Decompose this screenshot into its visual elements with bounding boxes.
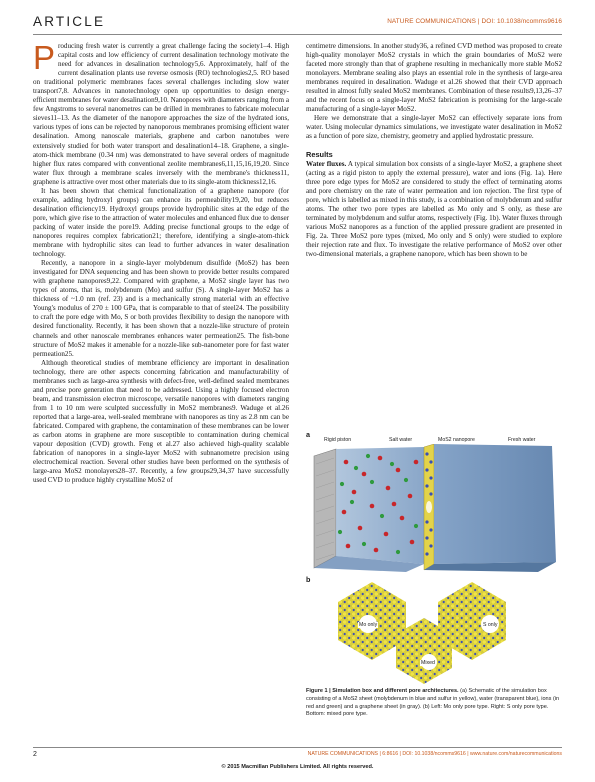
fresh-water-region xyxy=(424,444,556,572)
caption-text: (a) Schematic of the simulation box consisting of a MoS2 sheet (molybdenum in blue and sulfur in yellow), water (transparent blue), ions (in red and green) and a graphene sheet (in gray). (b) Left: Mo only pore type. Right: S only pore type. Bottom: mixed pore type. xyxy=(306,688,560,718)
results-heading: Results xyxy=(306,149,333,159)
simulation-box-image xyxy=(306,444,562,574)
mos2-membrane xyxy=(424,444,434,570)
footer-citation[interactable]: NATURE COMMUNICATIONS | 6:8616 | DOI: 10.1038/ncomms9616 | www.nature.com/naturecommunications xyxy=(307,751,562,757)
pore-architectures-image xyxy=(338,576,538,694)
left-column xyxy=(33,39,289,485)
panel-a-label: a xyxy=(306,430,310,439)
figure-1 xyxy=(306,430,562,692)
water-fluxes-text: A typical simulation box consists of a single-layer MoS2, a graphene sheet (acting as a rigid piston to apply the external pressure), water and ions (Fig. 1a). Here three pore edge types for MoS2 are considered to study the effect of terminating atoms and pore chemistry on the rate of water permeation and ion rejection. The first type of pore, which is labelled as mixed in this study, is a combination of molybdenum and sulfur atoms. The other two pore types are labelled as Mo only and S only, as these are terminated by molybdenum and sulfur atoms, respectively (Fig. 1b). Water fluxes through various MoS2 nanopores as a function of the applied pressure gradient are presented in Fig. 2a. Three MoS2 pore types (mixed, Mo only and S only) were studied to explore their rejection rate and flux. To investigate the relative performance of MoS2 over other two-dimensional materials, a graphene nanopore, which has been shown to be xyxy=(306,159,562,259)
header-rule xyxy=(33,34,562,35)
right-paragraph-2: Here we demonstrate that a single-layer MoS2 can effectively separate ions from water. Using molecular dynamics simulations, we investigate water desalination in MoS2 as a function of pore size, chemistry, geometry and applied hydrostatic pressure. xyxy=(306,114,562,141)
rigid-piston-sheet xyxy=(314,449,336,568)
intro-paragraph-3: Recently, a nanopore in a single-layer molybdenum disulfide (MoS2) has been investigated for DNA sequencing and has been shown to provide better results compared with graphene nanopores9,22. Compared with graphene, a MoS2 single layer has two types of atoms, that is, molybdenum (Mo) and sulfur (S). A single-layer MoS2 has a thickness of ~1.0 nm (ref. 23) and is a mechanically strong material with an effective Young's modulus of 270 ± 100 GPa, that is comparable to that of steel24. The possibility to craft the pore edge with Mo, S or both provides flexibility to design the nanopore with desired functionality. Recently, it has been shown that a nozzle-like structure of protein channels and other nanoscale membranes enhances water permeation25. The fish-bone structure of MoS2 makes it amenable for a nozzle-like sub-nanometer pore for fast water permeation25. xyxy=(33,259,289,358)
legend-fresh-water: Fresh water xyxy=(508,437,536,443)
label-mixed: Mixed xyxy=(421,660,435,666)
panel-b-label: b xyxy=(306,575,311,584)
footer-rule xyxy=(33,747,562,748)
intro-paragraph-1 xyxy=(33,39,289,187)
legend-mos2-nanopore: MoS2 nanopore xyxy=(438,437,475,443)
water-fluxes-lead: Water fluxes. xyxy=(306,159,347,168)
article-label: ARTICLE xyxy=(33,14,106,29)
intro-paragraph-2: It has been shown that chemical functionalization of a graphene nanopore (for example, adding hydroxyl groups) can enhance its permeability19,20, but reduces desalination efficiency19. Hydroxyl groups provide hydrophilic sites at the edge of the pore, which give rise to the attraction of water molecules and enhanced flux due to denser packing of water inside the pore19. Adding precise functional groups to the edge of nanopores requires complex fabrication21; therefore, identifying a single-atom-thick membrane with hydrophilic sites can lead to further advances in water desalination technology. xyxy=(33,186,289,259)
drop-cap: P xyxy=(33,39,56,76)
paragraph-text: roducing fresh water is currently a great challenge facing the society1–4. High capital costs and low efficiency of current desalination technology motivate the need for advances in desalination technology5,6. Approximately, half of the current desalination plants use reverse osmosis (RO) technologies2,5. RO based on traditional polymeric membranes faces several challenges including slow water transport7,8. Advances in nanotechnology open up opportunities to design energy-efficient membranes for water desalination9,10. Nanopores with diameters ranging from a few Angstroms to several nanometres can be drilled in membranes to fabricate molecular sieves11–13. As the diameter of the nanopore approaches the size of the hydrated ions, various types of ions can be rejected by nanoporous membranes promising efficient water desalination. Among nanoscale materials, graphene and carbon nanotubes were extensively studied for both water transport and desalination14–18. Graphene, a single-atom-thick membrane (0.34 nm) was demonstrated to have several orders of magnitude higher flux rates compared with conventional zeolite membranes6,11,15,16,19,20. Since water flux through a membrane scales inversely with the membrane's thickness11, graphene is attractive over most other materials due to its single-atom thickness12,16. xyxy=(33,42,289,186)
intro-paragraph-4: Although theoretical studies of membrane efficiency are important in desalination technology, there are other aspects concerning fabrication and manufacturability of membranes such as large-area synthesis with defect-free, well-defined sealed membranes and precise pore generation that need to be addressed. Using a highly focused electron beam, and transmission electron microscope, versatile nanopores with diameters ranging from 1 to 10 nm were sculpted successfully in MoS2 membranes9. Waduge et al.26 reported that a large-area, well-sealed membrane with nanopores as tiny as 2.8 nm can be fabricated. Compared with graphene, the contamination of these membranes can be lower as carbon atoms in graphene are more susceptible to contamination during chemical vapour deposition (CVD) growth. Feng et al.27 also achieved high-quality scalable fabrication of nanopores in a single-layer MoS2 with subnanometre precision using electrochemical reaction. Several other studies have been performed on the synthesis of large-area MoS2 monolayers28–37. Recently, a few groups29,34,37 have successfully used CVD to produce highly crystalline MoS2 of xyxy=(33,358,289,485)
right-paragraph-1: centimetre dimensions. In another study36, a refined CVD method was proposed to create high-quality monolayer MoS2 crystals in which the grain boundaries of MoS2 were faceted more strongly than that of graphene resulting in mechanically more stable MoS2 monolayers. Membrane sealing also plays an essential role in the synthesis of large-area membranes required in desalination. Waduge et al.26 showed that their CVD approach resulted in almost fully sealed MoS2 membranes. Combination of these results9,13,26–37 and the recent focus on a single-layer MoS2 fabrication is promising for the large-scale manufacturing of a single-layer MoS2. xyxy=(306,42,562,114)
journal-doi[interactable]: NATURE COMMUNICATIONS | DOI: 10.1038/ncomms9616 xyxy=(387,18,562,25)
legend-salt-water: Salt water xyxy=(389,437,413,443)
pore-mo-only xyxy=(338,582,406,660)
page-number: 2 xyxy=(33,751,37,758)
page-header xyxy=(33,14,562,34)
legend-rigid-piston: Rigid piston xyxy=(324,437,352,443)
water-fluxes-paragraph xyxy=(306,160,562,260)
right-column xyxy=(306,42,562,259)
label-s-only: S only xyxy=(483,622,498,628)
label-mo-only: Mo only xyxy=(359,622,378,628)
page-footer xyxy=(33,747,562,777)
caption-title: Figure 1 | Simulation box and different pore architectures. xyxy=(306,688,459,694)
copyright-notice: © 2015 Macmillan Publishers Limited. All rights reserved. xyxy=(221,764,374,770)
figure-caption xyxy=(306,688,562,719)
